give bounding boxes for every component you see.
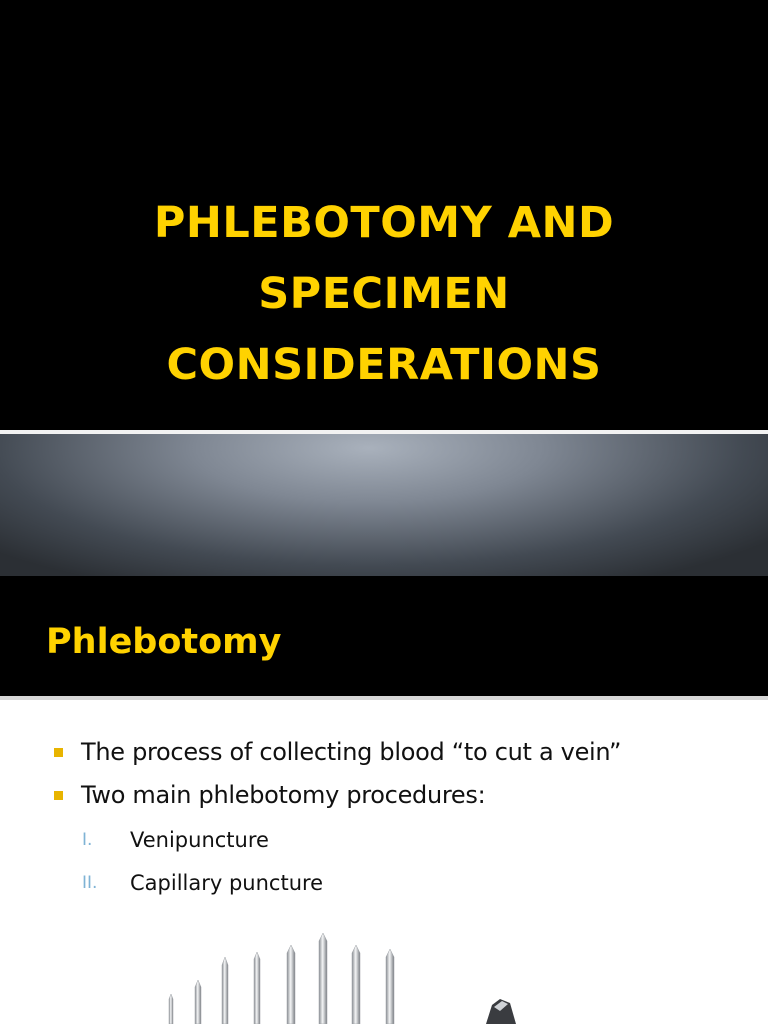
bullet-square-icon (54, 748, 63, 757)
bullet-square-icon (54, 791, 63, 800)
sub-item-text: Venipuncture (130, 828, 269, 852)
title-line: CONSIDERATIONS (166, 340, 602, 390)
gradient-band (0, 434, 768, 576)
slide-header (0, 576, 768, 696)
content-slide (0, 576, 768, 1024)
bullet-text: The process of collecting blood “to cut a vein” (81, 738, 622, 766)
title-line: SPECIMEN (258, 269, 510, 319)
syringe-icon (486, 999, 516, 1024)
slide-heading: Phlebotomy (46, 622, 282, 662)
header-divider (0, 696, 768, 700)
bullet-text: Two main phlebotomy procedures: (81, 781, 486, 809)
sub-item-text: Capillary puncture (130, 871, 324, 895)
roman-numeral: II. (82, 873, 98, 893)
needle-icon (169, 933, 394, 1024)
slide-title (60, 188, 708, 401)
title-line: PHLEBOTOMY AND (153, 198, 615, 248)
roman-numeral: I. (82, 830, 93, 850)
needles-image (0, 931, 768, 1024)
